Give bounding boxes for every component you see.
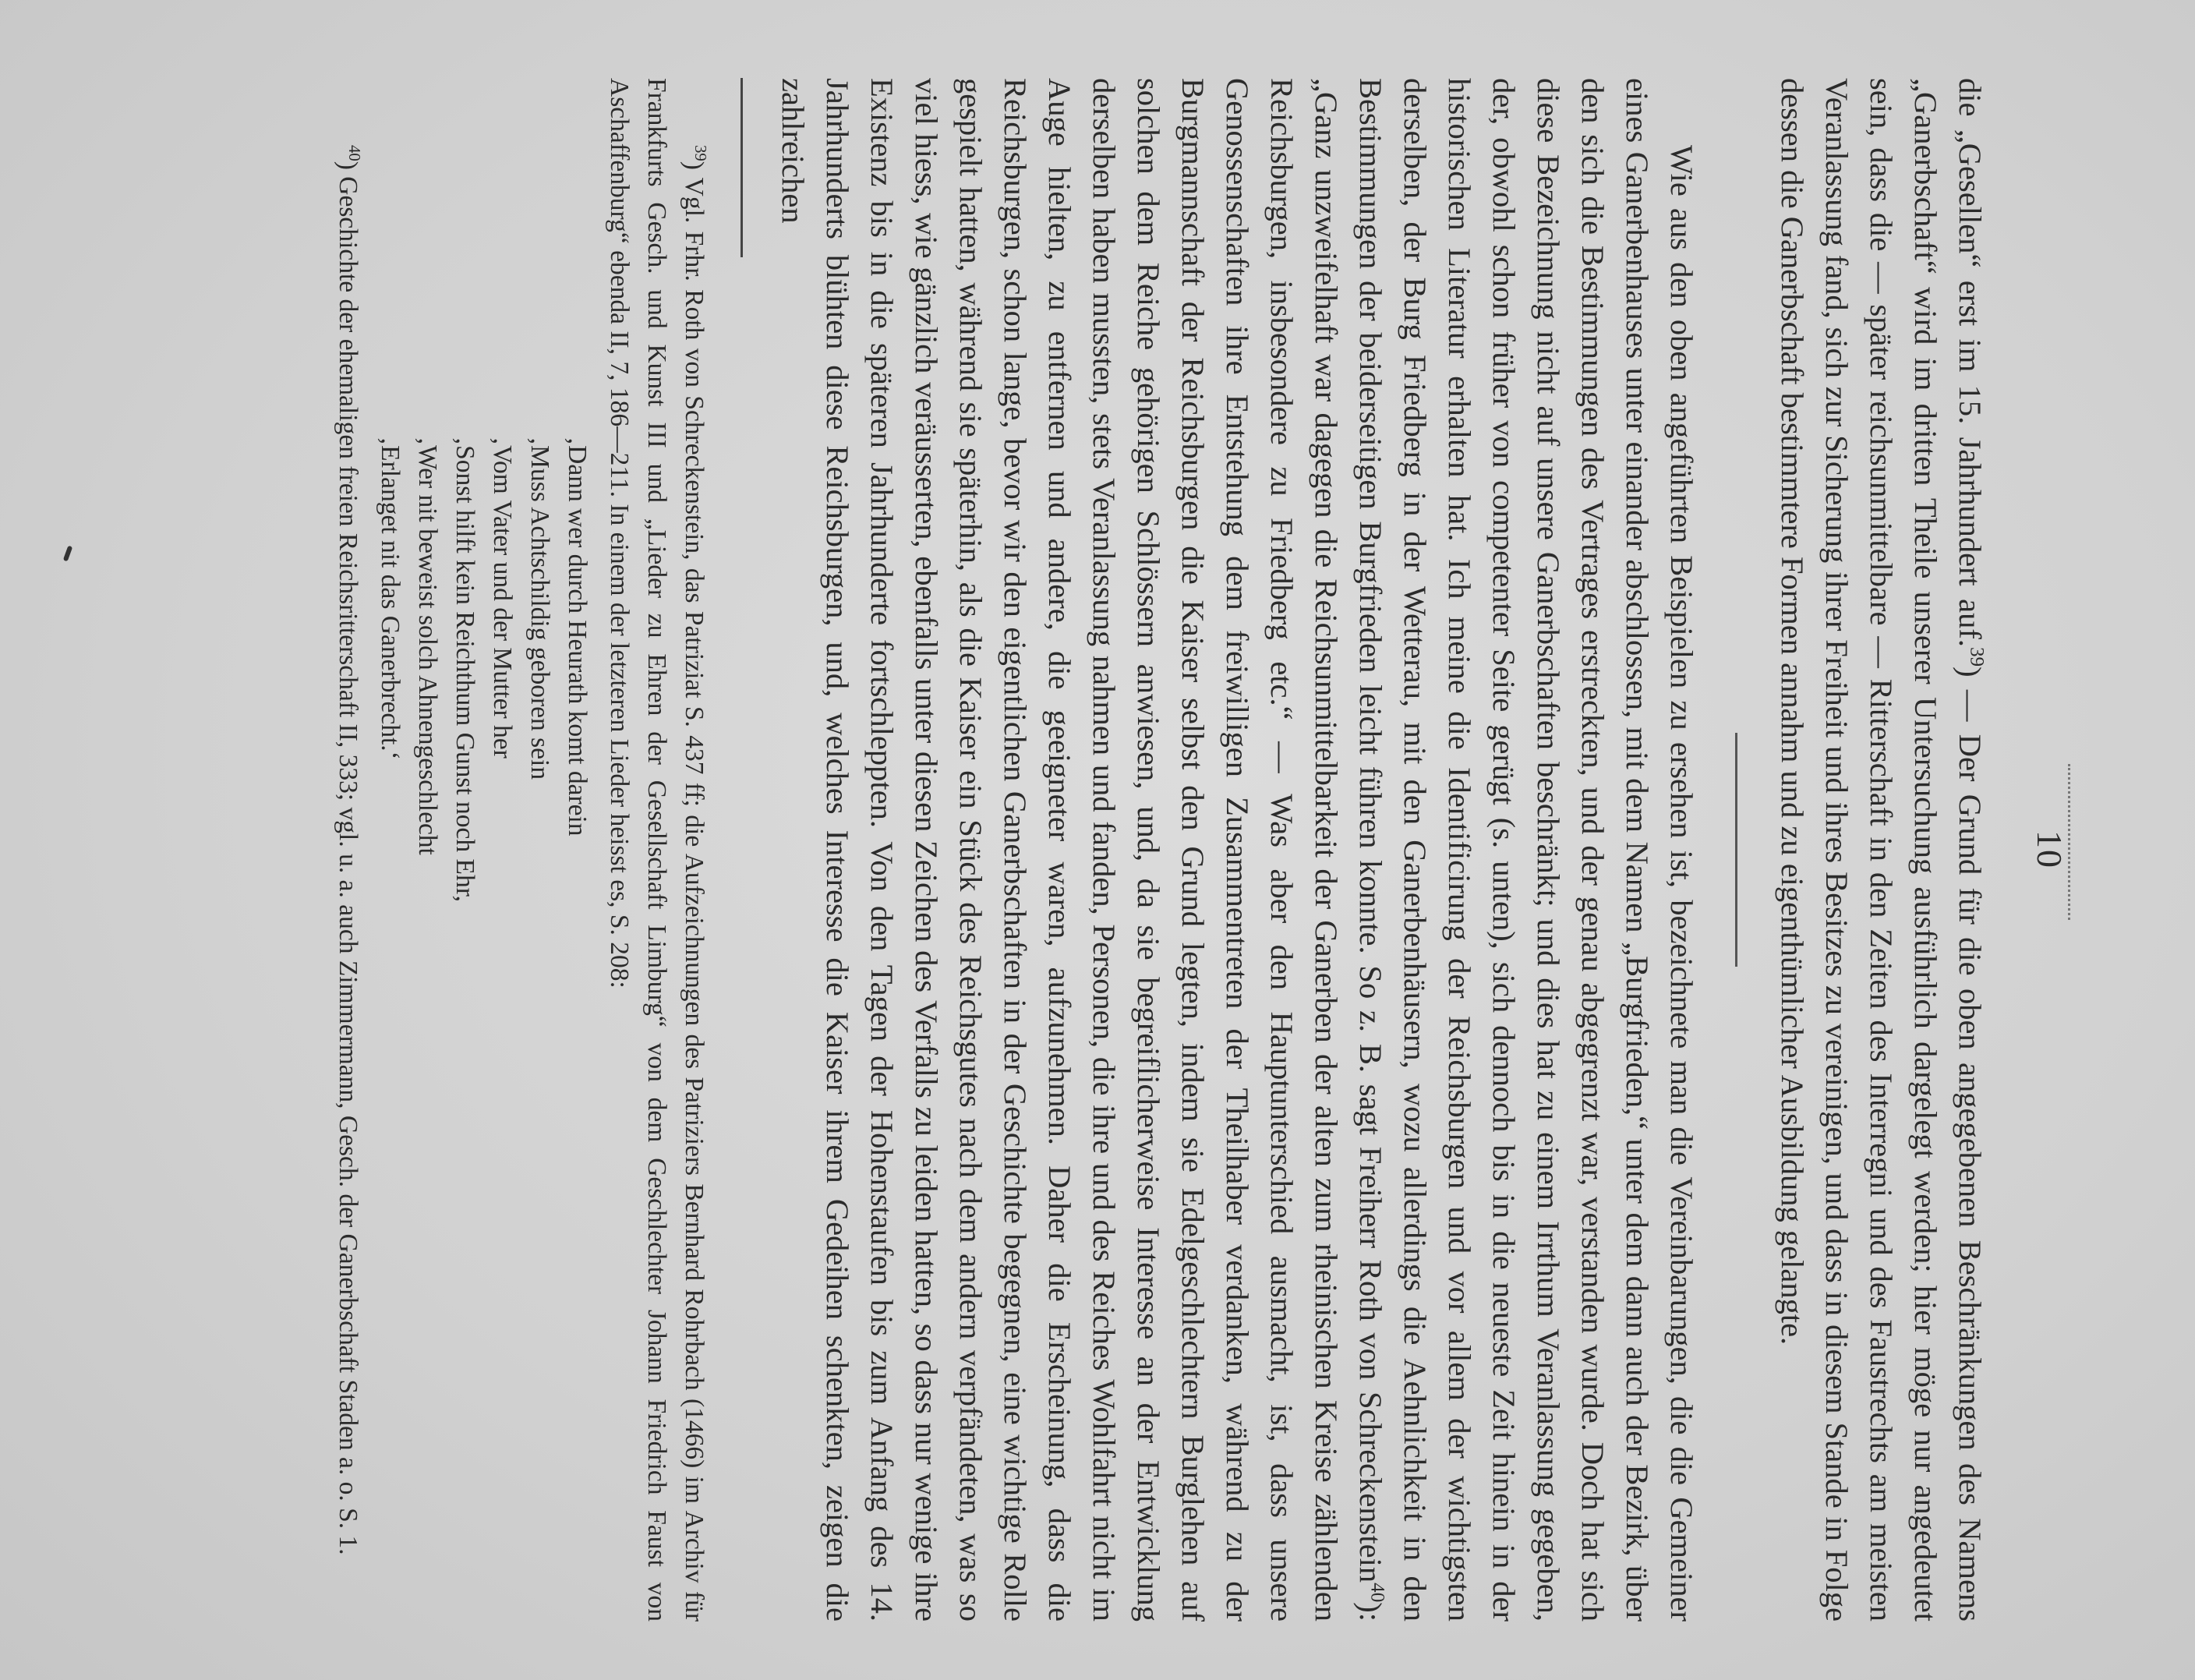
footnotes: [329, 78, 712, 1622]
footnote-ref-39: 39: [1966, 646, 1988, 667]
page-number-header: [2029, 78, 2070, 1622]
footnote-40-text: ) Geschichte der ehemaligen freien Reichsritterschaft II, 333; vgl. u. a. auch Zimmermann, Gesch. der Ganerbschaft Staden a. o. S. 1.: [334, 161, 362, 1555]
main-text-1: Wie aus den oben angeführten Beispielen zu ersehen ist, bezeichnete man die Vereinbarungen, die die Gemeiner eines Ganerbenhauses unter einander abschlossen, mit dem Namen „Burgfrieden,“ unter dem dann auch der Bezirk, über den sich die Bestimmungen des Vertrages erstreckten, und der genau abgegrenzt war, verstanden wurde. Doch hat sich diese Bezeichnung nicht auf unsere Ganerbschaften beschränkt; und dies hat zu einem Irrthum Veranlassung gegeben, der, obwohl schon früher von competenter Seite gerügt (s. unten), sich dennoch bis in die neueste Zeit hinein in der historischen Literatur erhalten hat. Ich meine die Identificirung der Reichsburgen und vor allem der wichtigsten derselben, der Burg Friedberg in der Wetterau, mit den Ganerbenhäusern, wozu allerdings die Aehnlichkeit in den Bestimmungen der beiderseitigen Burgfrieden leicht führen konnte. So z. B. sagt Freiherr Roth von Schreckenstein: [1353, 78, 1699, 1622]
verse-quote: [371, 437, 596, 1622]
intro-text-1: die „Gesellen“ erst im 15. Jahrhundert auf.: [1953, 78, 1988, 647]
rotated-text-block: [44, 78, 2070, 1622]
intro-text-2: ) — Der Grund für die oben angegebenen Beschränkungen des Namens „Ganerbschaft“ wird im dritten Theile unserer Untersuchung ausführlich dargelegt werden; hier möge nur angedeutet sein, dass die — später reichsunmittelbare — Ritterschaft in den Zeiten des Interregni und des Faustrechts am meisten Veranlassung fand, sich zur Sicherung ihrer Freiheit und ihres Besitzes zu vereinigen, und dass in diesem Stande in Folge dessen die Ganerbschaft bestimmtere Formen annahm und zu eigenthümlicher Ausbildung gelangte.: [1775, 78, 1988, 1622]
verse-line: ‚Dann wer durch Heurath komt darein: [563, 437, 592, 836]
section-separator: [1735, 733, 1737, 967]
footnote-mark-39: 39: [691, 145, 710, 161]
verse-line: ‚Muss Achtschildig geboren sein: [525, 437, 554, 780]
footnote-40: [329, 78, 366, 1622]
page-number: 10: [2030, 830, 2070, 869]
footnote-rule: [741, 78, 743, 257]
header-ornament: [2057, 764, 2070, 920]
intro-paragraph: [1770, 78, 1992, 1622]
footnote-mark-40: 40: [345, 145, 364, 161]
body-text: [329, 78, 1992, 1622]
footnote-39-text: ) Vgl. Frhr. Roth von Schreckenstein, das Patriziat S. 437 ff; die Aufzeichnungen des Patriziers Bernhard Rohrbach (1466) im Archiv für Frankfurts Gesch. und Kunst III und „Lieder zu Ehren der Gesellschaft Limburg“ von dem Geschlechter Johann Friedrich Faust von Aschaffenburg“ ebenda II, 7, 186—211. In einem der letzteren Lieder heisst es, S. 208:: [605, 78, 709, 1622]
main-text-2: ): „Ganz unzweifelhaft war dagegen die Reichsunmittelbarkeit der Ganerben der alten zum rheinischen Kreise zählenden Reichsburgen, insbesondere zu Friedberg etc.“ — Was aber den Hauptunterschied ausmacht, ist, dass unsere Genossenschaften ihre Entstehung dem freiwilligen Zusammentreten der Theilhaber verdanken, während zu der Burgmannschaft der Reichsburgen die Kaiser selbst den Grund legten, indem sie Edelgeschlechtern Burglehen auf solchen dem Reiche gehörigen Schlössern anwiesen, und, da sie begreiflicherweise Interesse an der Entwicklung derselben haben mussten, stets Veranlassung nahmen und fanden, Personen, die ihre und des Reiches Wohlfahrt nicht im Auge hielten, zu entfernen und andere, die geeigneter waren, aufzunehmen. Daher die Erscheinung, dass die Reichsburgen, schon lange, bevor wir den eigentlichen Ganerbschaften in der Geschichte begegnen, eine wichtige Rolle gespielt hatten, während sie späterhin, als die Kaiser ein Stück des Reichsgutes nach dem andern verpfändeten, was so viel hiess, wie gänzlich veräusserten, ebenfalls unter diesen Zeichen des Verfalls zu leiden hatten, so dass nur wenige ihre Existenz bis in die späteren Jahrhunderte fortschleppten. Von den Tagen der Hohenstaufen bis zum Anfang des 14. Jahrhunderts blühten diese Reichsburgen, und, welches Interesse die Kaiser ihrem Gedeihen schenkten, zeigen die zahlreichen: [776, 78, 1388, 1622]
verse-line: ‚Sonst hilft kein Reichthum Gunst noch Ehr,: [451, 437, 479, 902]
verse-line: ‚Vom Vater und der Mutter her: [488, 437, 517, 759]
main-paragraph: [771, 78, 1704, 1622]
verse-line: ‚Erlanget nit das Ganerbrecht.‘: [376, 437, 405, 760]
footnote-39: [600, 78, 712, 1622]
verse-line: ‚Wer nit beweist solch Ahnengeschlecht: [413, 437, 442, 855]
footnote-ref-40: 40: [1366, 1583, 1388, 1603]
